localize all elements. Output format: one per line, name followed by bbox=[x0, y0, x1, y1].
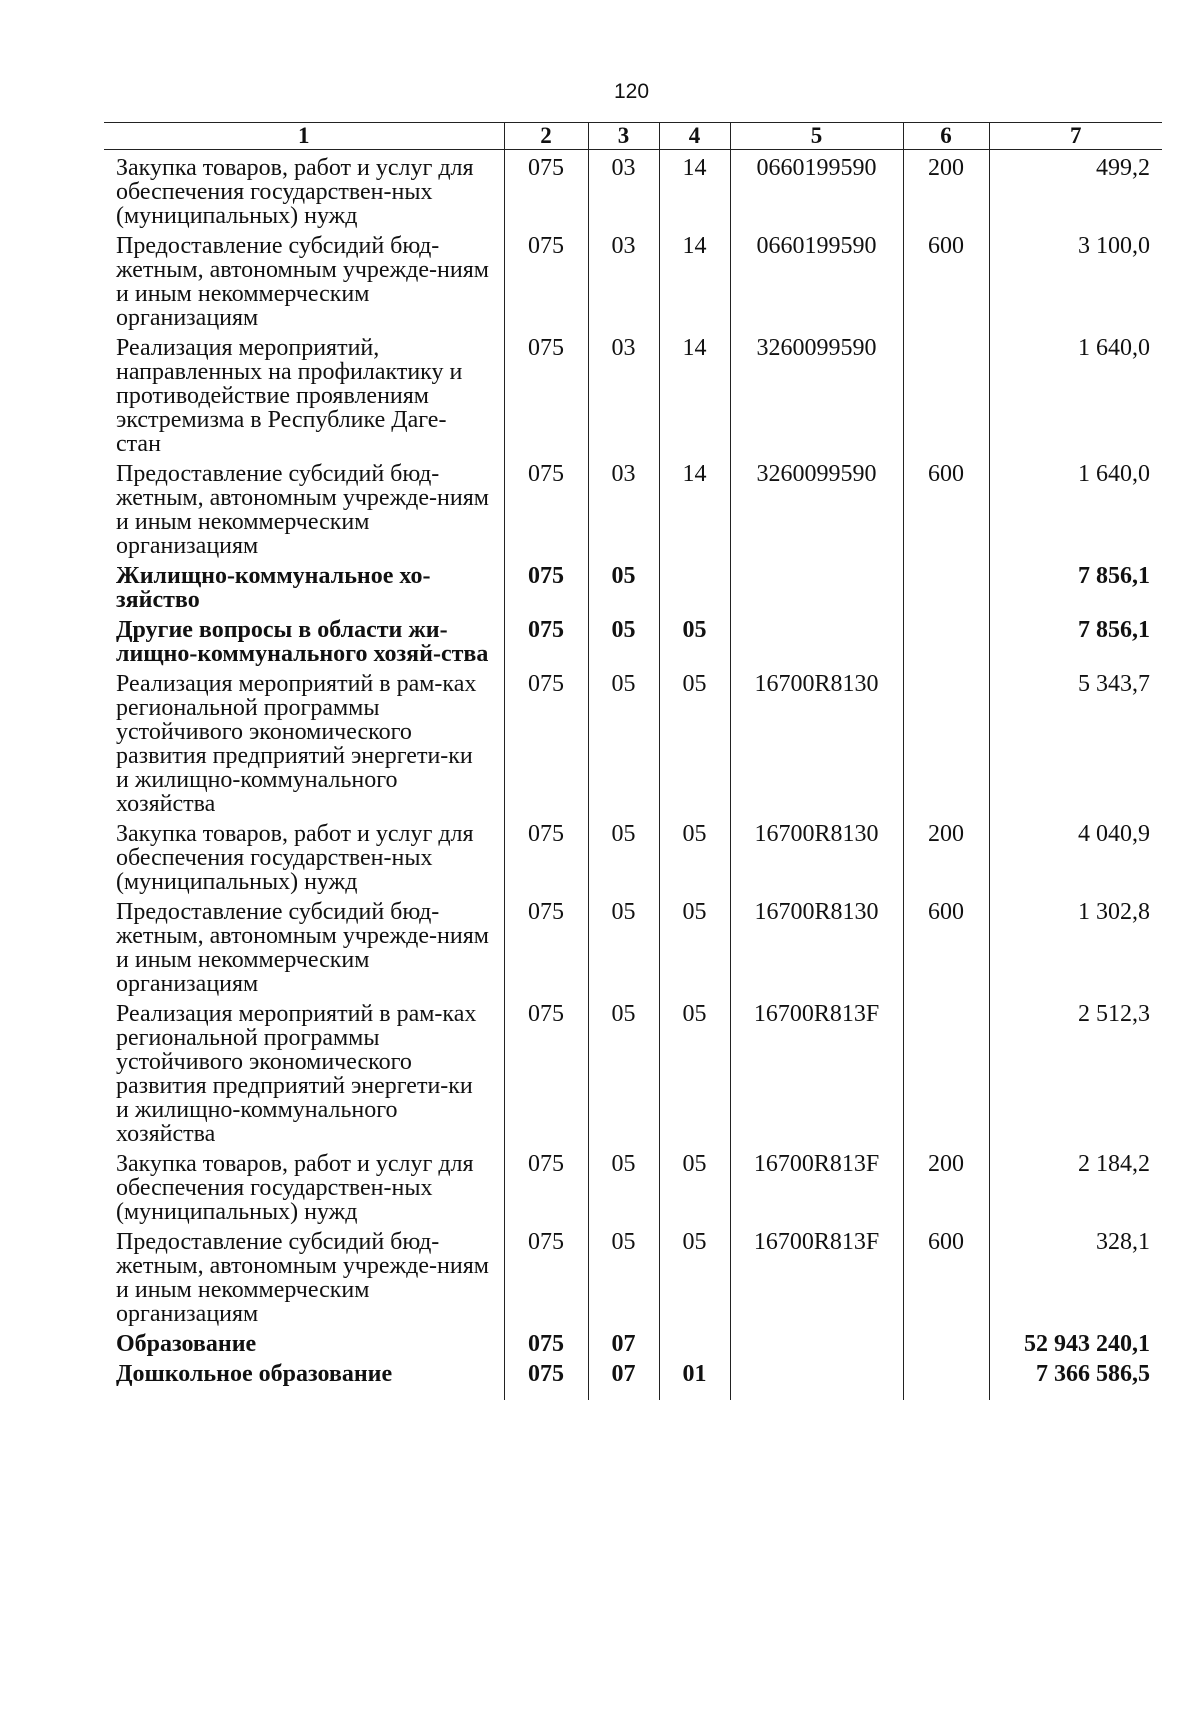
cell-col-6: 200 bbox=[903, 816, 989, 894]
table-row bbox=[104, 666, 1162, 816]
table-row bbox=[104, 1326, 1162, 1356]
cell-col-5 bbox=[730, 1326, 903, 1356]
row-name: Реализация мероприятий, направленных на профилактику и противодействие проявлениям экстремизма в Республике Даге-стан bbox=[116, 335, 463, 457]
cell-col-6 bbox=[903, 558, 989, 612]
table-row bbox=[104, 894, 1162, 996]
cell-col-5 bbox=[730, 558, 903, 612]
cell-col-2: 075 bbox=[504, 330, 588, 456]
cell-col-4: 01 bbox=[659, 1356, 730, 1400]
cell-col-6: 600 bbox=[903, 1224, 989, 1326]
cell-col-7: 7 856,1 bbox=[989, 558, 1162, 612]
cell-col-2: 075 bbox=[504, 666, 588, 816]
cell-col-6 bbox=[903, 612, 989, 666]
row-name: Дошкольное образование bbox=[116, 1361, 393, 1387]
cell-col-5: 16700R813F bbox=[730, 1146, 903, 1224]
cell-col-7: 7 366 586,5 bbox=[989, 1356, 1162, 1400]
column-header-1: 1 bbox=[104, 123, 504, 150]
cell-col-2: 075 bbox=[504, 1326, 588, 1356]
cell-col-2: 075 bbox=[504, 1224, 588, 1326]
cell-col-5: 3260099590 bbox=[730, 456, 903, 558]
cell-col-7: 1 302,8 bbox=[989, 894, 1162, 996]
cell-col-2: 075 bbox=[504, 612, 588, 666]
table-row bbox=[104, 1356, 1162, 1400]
cell-col-6: 600 bbox=[903, 456, 989, 558]
cell-col-6: 600 bbox=[903, 228, 989, 330]
row-name: Закупка товаров, работ и услуг для обеспечения государствен-ных (муниципальных) нужд bbox=[116, 155, 474, 229]
column-header-6: 6 bbox=[903, 123, 989, 150]
cell-col-7: 1 640,0 bbox=[989, 330, 1162, 456]
cell-col-6: 200 bbox=[903, 150, 989, 229]
cell-col-7: 1 640,0 bbox=[989, 456, 1162, 558]
column-header-2: 2 bbox=[504, 123, 588, 150]
cell-col-3: 05 bbox=[588, 666, 659, 816]
column-header-7: 7 bbox=[989, 123, 1162, 150]
cell-col-2: 075 bbox=[504, 996, 588, 1146]
row-name: Жилищно-коммунальное хо-зяйство bbox=[116, 563, 431, 613]
row-name: Предоставление субсидий бюд-жетным, автономным учрежде-ниям и иным некоммерческим организациям bbox=[116, 899, 489, 997]
cell-col-2: 075 bbox=[504, 228, 588, 330]
row-name: Другие вопросы в области жи-лищно-коммунального хозяй-ства bbox=[116, 617, 489, 667]
cell-col-7: 499,2 bbox=[989, 150, 1162, 229]
cell-col-2: 075 bbox=[504, 1146, 588, 1224]
cell-col-4: 05 bbox=[659, 666, 730, 816]
cell-col-4: 14 bbox=[659, 330, 730, 456]
cell-col-5: 0660199590 bbox=[730, 228, 903, 330]
cell-col-2: 075 bbox=[504, 1356, 588, 1400]
cell-col-7: 52 943 240,1 bbox=[989, 1326, 1162, 1356]
cell-col-5: 3260099590 bbox=[730, 330, 903, 456]
cell-col-6 bbox=[903, 1326, 989, 1356]
row-name: Образование bbox=[116, 1331, 257, 1357]
table-row bbox=[104, 558, 1162, 612]
table-row bbox=[104, 816, 1162, 894]
row-name: Реализация мероприятий в рам-ках региональной программы устойчивого экономического развития предприятий энергети-ки и жилищно-коммунального хозяйства bbox=[116, 1001, 477, 1147]
cell-col-3: 05 bbox=[588, 1224, 659, 1326]
row-name: Предоставление субсидий бюд-жетным, автономным учрежде-ниям и иным некоммерческим организациям bbox=[116, 233, 489, 331]
table-row bbox=[104, 228, 1162, 330]
cell-col-4 bbox=[659, 1326, 730, 1356]
column-header-4: 4 bbox=[659, 123, 730, 150]
cell-col-3: 05 bbox=[588, 816, 659, 894]
cell-col-4: 05 bbox=[659, 612, 730, 666]
cell-col-7: 3 100,0 bbox=[989, 228, 1162, 330]
cell-col-6: 200 bbox=[903, 1146, 989, 1224]
cell-col-3: 03 bbox=[588, 330, 659, 456]
cell-col-3: 05 bbox=[588, 894, 659, 996]
page-number: 120 bbox=[613, 80, 650, 103]
table-row bbox=[104, 1224, 1162, 1326]
cell-col-4: 05 bbox=[659, 894, 730, 996]
cell-col-4: 05 bbox=[659, 816, 730, 894]
table-row bbox=[104, 612, 1162, 666]
cell-col-6 bbox=[903, 996, 989, 1146]
cell-col-3: 03 bbox=[588, 150, 659, 229]
cell-col-6 bbox=[903, 1356, 989, 1400]
cell-col-2: 075 bbox=[504, 558, 588, 612]
table-body bbox=[104, 150, 1162, 1401]
cell-col-4: 05 bbox=[659, 996, 730, 1146]
row-name: Предоставление субсидий бюд-жетным, автономным учрежде-ниям и иным некоммерческим организациям bbox=[116, 461, 489, 559]
table-row bbox=[104, 330, 1162, 456]
row-name: Реализация мероприятий в рам-ках региональной программы устойчивого экономического развития предприятий энергети-ки и жилищно-коммунального хозяйства bbox=[116, 671, 477, 817]
cell-col-3: 03 bbox=[588, 228, 659, 330]
cell-col-2: 075 bbox=[504, 150, 588, 229]
cell-col-5 bbox=[730, 612, 903, 666]
cell-col-3: 03 bbox=[588, 456, 659, 558]
cell-col-5 bbox=[730, 1356, 903, 1400]
cell-col-7: 5 343,7 bbox=[989, 666, 1162, 816]
cell-col-7: 4 040,9 bbox=[989, 816, 1162, 894]
cell-col-4: 14 bbox=[659, 456, 730, 558]
cell-col-7: 328,1 bbox=[989, 1224, 1162, 1326]
row-name: Закупка товаров, работ и услуг для обеспечения государствен-ных (муниципальных) нужд bbox=[116, 821, 474, 895]
cell-col-5: 16700R813F bbox=[730, 996, 903, 1146]
table-row bbox=[104, 996, 1162, 1146]
table-header-row bbox=[104, 123, 1162, 150]
cell-col-4: 05 bbox=[659, 1146, 730, 1224]
cell-col-5: 16700R8130 bbox=[730, 816, 903, 894]
cell-col-4: 14 bbox=[659, 150, 730, 229]
cell-col-3: 05 bbox=[588, 996, 659, 1146]
cell-col-3: 07 bbox=[588, 1326, 659, 1356]
cell-col-6 bbox=[903, 666, 989, 816]
cell-col-5: 0660199590 bbox=[730, 150, 903, 229]
budget-table bbox=[104, 122, 1162, 1400]
table-row bbox=[104, 1146, 1162, 1224]
cell-col-7: 2 184,2 bbox=[989, 1146, 1162, 1224]
cell-col-5: 16700R813F bbox=[730, 1224, 903, 1326]
cell-col-5: 16700R8130 bbox=[730, 894, 903, 996]
cell-col-7: 2 512,3 bbox=[989, 996, 1162, 1146]
cell-col-3: 05 bbox=[588, 558, 659, 612]
cell-col-6: 600 bbox=[903, 894, 989, 996]
cell-col-4: 14 bbox=[659, 228, 730, 330]
cell-col-3: 05 bbox=[588, 612, 659, 666]
cell-col-4 bbox=[659, 558, 730, 612]
cell-col-2: 075 bbox=[504, 894, 588, 996]
column-header-3: 3 bbox=[588, 123, 659, 150]
cell-col-5: 16700R8130 bbox=[730, 666, 903, 816]
cell-col-4: 05 bbox=[659, 1224, 730, 1326]
cell-col-2: 075 bbox=[504, 816, 588, 894]
cell-col-7: 7 856,1 bbox=[989, 612, 1162, 666]
table-row bbox=[104, 150, 1162, 229]
column-header-5: 5 bbox=[730, 123, 903, 150]
cell-col-3: 07 bbox=[588, 1356, 659, 1400]
table-row bbox=[104, 456, 1162, 558]
row-name: Предоставление субсидий бюд-жетным, автономным учрежде-ниям и иным некоммерческим организациям bbox=[116, 1229, 489, 1327]
cell-col-2: 075 bbox=[504, 456, 588, 558]
cell-col-3: 05 bbox=[588, 1146, 659, 1224]
cell-col-6 bbox=[903, 330, 989, 456]
row-name: Закупка товаров, работ и услуг для обеспечения государствен-ных (муниципальных) нужд bbox=[116, 1151, 474, 1225]
